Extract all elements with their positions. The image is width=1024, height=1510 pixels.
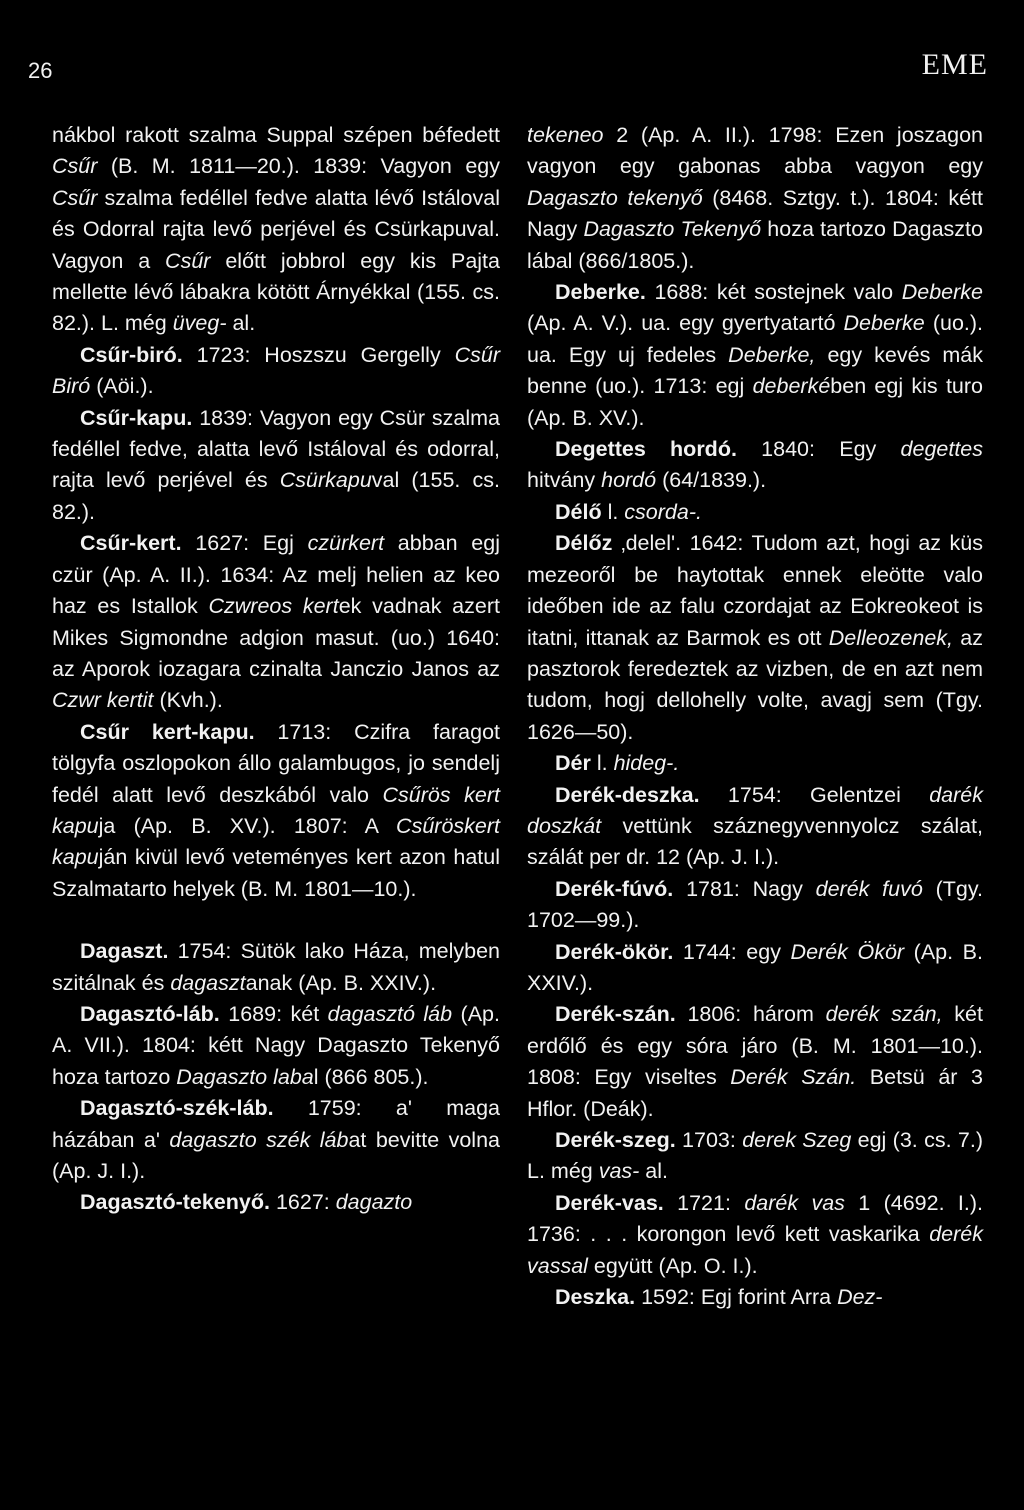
entry-text: (uo.). ua. Egy uj fedeles [527, 311, 984, 367]
dictionary-entry [527, 1125, 983, 1188]
dictionary-entry [527, 780, 983, 874]
entry-text: ján kivül levő veteményes kert azon hatul Szalmatarto helyek (B. M. 1801—10.). [52, 845, 500, 901]
entry-headword: Derék-szeg. [555, 1128, 676, 1152]
entry-headword: Derék-ökör. [555, 939, 674, 964]
quoted-term: Czwr kertit [52, 688, 154, 713]
quoted-term: darék vas [744, 1190, 845, 1215]
dictionary-entry [52, 1093, 500, 1187]
entry-text: anak (Ap. B. XXIV.). [245, 970, 437, 995]
quoted-term: Deberke, [728, 342, 816, 367]
entry-text: 1781: Nagy [673, 876, 816, 901]
entry-text: 1754: Sütök lako Háza, melyben szitálnak és [52, 939, 500, 995]
dictionary-entry [52, 999, 500, 1093]
quoted-term: derek Szeg [742, 1128, 852, 1152]
quoted-term: Dagaszto Tekenyő [583, 217, 762, 242]
entry-headword: Derék-deszka. [555, 782, 700, 807]
entry-text: egy kevés mák benne (uo.). 1713: egj [527, 342, 983, 399]
entry-text: val (155. cs. 82.). [52, 468, 500, 524]
quoted-term: darék doszkát [527, 782, 983, 838]
dictionary-entry [52, 717, 500, 905]
entry-text: nákbol rakott szalma Suppal szépen béfedett [52, 123, 500, 147]
quoted-term: derék vassal [527, 1222, 983, 1278]
entry-text: ek vadnak azert Mikes Sigmondne adgion masut. (uo.) 1640: az Aporok iozagara czinalta Janczio Janos az [52, 594, 500, 681]
page-number: 26 [28, 58, 53, 83]
entry-text: együtt (Ap. O. I.). [587, 1253, 758, 1278]
dictionary-entry [52, 403, 500, 529]
dictionary-entry [527, 1188, 983, 1282]
entry-text: 1759: a' maga házában a' [52, 1096, 500, 1152]
entry-text: 1723: Hoszszu Gergelly [182, 342, 455, 367]
quoted-term: Csürkapu [279, 468, 372, 493]
entry-text: 1703: [675, 1128, 743, 1152]
entry-headword: Deszka. [555, 1285, 636, 1310]
right-column [527, 120, 983, 1313]
entry-headword: Derék-fúvó. [555, 876, 674, 901]
entry-text: hitvány [527, 468, 602, 493]
entry-continuation [527, 120, 983, 277]
quoted-term: dagaszto szék láb [169, 1127, 349, 1152]
entry-headword: Dagaszt. [80, 939, 169, 964]
entry-headword: Derék-vas. [555, 1190, 664, 1215]
quoted-term: degettes [900, 437, 984, 462]
entry-text: al. [226, 311, 256, 336]
entry-text: (Aöi.). [90, 374, 154, 399]
dictionary-entry [527, 434, 983, 497]
entry-headword: Derék-szán. [555, 1002, 676, 1027]
entry-text: (8468. Sztgy. t.). 1804: kétt Nagy [527, 185, 983, 242]
entry-headword: Dagasztó-láb. [80, 1001, 220, 1026]
entry-headword: Dagasztó-tekenyő. [80, 1190, 270, 1215]
entry-text: 1 (4692. I.). 1736: . . . korongon levő kett vaskarika [527, 1190, 984, 1247]
entry-text: al. [639, 1159, 669, 1184]
dictionary-entry [52, 936, 500, 999]
quoted-term: hordó [601, 468, 657, 493]
entry-text: 1721: [663, 1190, 745, 1215]
entry-text: 1713: Czifra faragot tölgyfa oszlopokon állo galambugos, jo sendelj fedél alatt levő deszkából valo [52, 719, 500, 807]
dictionary-entry [527, 937, 983, 1000]
dictionary-entry [527, 277, 983, 434]
entry-continuation [52, 120, 500, 340]
dictionary-entry [52, 528, 500, 716]
entry-text: két erdőlő és egy sóra járo (B. M. 1801—10.). 1808: Egy viseltes [527, 1002, 983, 1090]
quoted-term: Derék Szán. [730, 1065, 857, 1090]
entry-text: (Ap. A. VII.). 1804: kétt Nagy Dagaszto Tekenyő hoza tartozo [52, 1001, 500, 1089]
quoted-term: Deberke [901, 280, 983, 305]
quoted-term: derék szán, [825, 1002, 943, 1027]
entry-text: l. [590, 751, 614, 776]
entry-text: 2 (Ap. A. II.). 1798: Ezen joszagon vagyon egy gabonas abba vagyon egy [527, 123, 983, 179]
quoted-term: tekeneo [527, 123, 604, 147]
entry-text: előtt jobbrol egy kis Pajta mellette lévő lábakra kötött Árnyékkal (155. cs. 82.). L. még [52, 248, 500, 336]
entry-text: l. [601, 499, 625, 524]
entry-text: (64/1839.). [656, 468, 767, 493]
page-header [28, 48, 988, 88]
publisher-mark: EME [921, 48, 988, 81]
dictionary-entry [527, 999, 983, 1125]
quoted-term: dagaszt [170, 970, 246, 995]
entry-text: ben egj kis turo (Ap. B. XV.). [527, 374, 983, 430]
quoted-term: Dagaszto laba [176, 1064, 314, 1089]
quoted-term: csorda-. [624, 499, 702, 524]
quoted-term: Delleozenek, [828, 625, 954, 650]
entry-text: 1592: Egj forint Arra [635, 1285, 838, 1310]
quoted-term: Dez- [837, 1285, 883, 1310]
left-column [52, 120, 500, 1219]
quoted-term: vas- [598, 1159, 640, 1184]
entry-text: Betsü ár 3 Hflor. (Deák). [527, 1065, 983, 1121]
entry-text: (B. M. 1811—20.). 1839: Vagyon egy [97, 154, 500, 179]
entry-headword: Dér [555, 751, 591, 776]
quoted-term: Csűrös kert kapu [52, 782, 500, 838]
quoted-term: deberké [752, 374, 831, 399]
entry-text: 1689: két [219, 1001, 328, 1026]
quoted-term: hideg-. [613, 751, 680, 776]
entry-text: (Kvh.). [153, 688, 223, 713]
quoted-term: Deberke [843, 311, 925, 336]
entry-text: 1688: két sostejnek valo [645, 280, 902, 305]
quoted-term: dagasztó láb [327, 1001, 453, 1026]
dictionary-entry [527, 1282, 983, 1313]
entry-text: (Ap. A. V.). ua. egy gyertyatartó [527, 311, 844, 336]
entry-text: abban egj czür (Ap. A. II.). 1634: Az melj helien az keo haz es Istallok [52, 531, 500, 619]
entry-text: 1744: egy [673, 939, 791, 964]
quoted-term: Csűröskert kapu [52, 813, 500, 870]
quoted-term: Csűr [52, 154, 98, 179]
entry-text: 1627: [269, 1190, 336, 1215]
entry-headword: Dagasztó-szék-láb. [80, 1096, 274, 1121]
quoted-term: Dagaszto tekenyő [527, 185, 703, 210]
entry-headword: Délőz [555, 531, 613, 556]
dictionary-entry [527, 528, 983, 748]
dictionary-entry [527, 497, 983, 528]
entry-text: 1754: Gelentzei [699, 782, 930, 807]
quoted-term: Derék Ökör [790, 939, 905, 964]
entry-headword: Degettes hordó. [555, 437, 737, 462]
entry-text: 1627: Egj [181, 531, 308, 556]
entry-text: ‚delel'. 1642: Tudom azt, hogi az küs mezeoről be haytottak ennek eleötte valo ideőben ide az falu czordajat az Eokreokeot is itatni, ittanak az Barmok es ott [527, 531, 983, 650]
entry-text: at bevitte volna (Ap. J. I.). [52, 1127, 500, 1183]
quoted-term: üveg- [172, 311, 227, 336]
entry-text: l (866 805.). [313, 1064, 429, 1089]
quoted-term: Csűr Biró [52, 342, 500, 399]
dictionary-entry [527, 748, 983, 779]
quoted-term: dagazto [335, 1190, 413, 1215]
entry-text: szalma fedéllel fedve alatta lévő Istáloval és Odorral rajta levő perjével és Csürkapuval. Vagyon a [52, 185, 500, 273]
entry-text: vettünk száznegyvennyolcz szálat, szálát per dr. 12 (Ap. J. I.). [527, 813, 983, 870]
entry-text: (Tgy. 1702—99.). [527, 876, 983, 933]
entry-text: 1840: Egy [736, 437, 901, 462]
quoted-term: Czwreos kert [208, 594, 339, 619]
entry-headword: Csűr-kert. [80, 531, 182, 556]
quoted-term: derék fuvó [815, 876, 923, 901]
entry-text: 1839: Vagyon egy Csür szalma fedéllel fedve, alatta levő Istáloval és odorral, rajta levő perjével és [52, 405, 500, 493]
entry-headword: Csűr-biró. [80, 342, 183, 367]
quoted-term: Csűr [165, 248, 211, 273]
entry-text: ja (Ap. B. XV.). 1807: A [98, 813, 397, 838]
entry-text: az pasztorok feredeztek az vizben, de en azt nem tudom, hogj dellohelly volte, avagj sem (Tgy. 1626—50). [527, 625, 984, 744]
entry-headword: Csűr kert-kapu. [80, 719, 255, 744]
entry-text: 1806: három [675, 1002, 826, 1027]
entry-headword: Délő [555, 499, 602, 524]
entry-text: hoza tartozo Dagaszto lábal (866/1805.). [527, 217, 983, 273]
entry-text: egj (3. cs. 7.) L. még [527, 1128, 983, 1184]
entry-headword: Csűr-kapu. [80, 405, 193, 430]
entry-text: (Ap. B. XXIV.). [527, 939, 983, 995]
dictionary-entry [52, 1187, 500, 1218]
entry-headword: Deberke. [555, 280, 646, 305]
quoted-term: Csűr [52, 185, 98, 210]
dictionary-entry [52, 340, 500, 403]
dictionary-entry [527, 874, 983, 937]
quoted-term: czürkert [307, 531, 385, 556]
